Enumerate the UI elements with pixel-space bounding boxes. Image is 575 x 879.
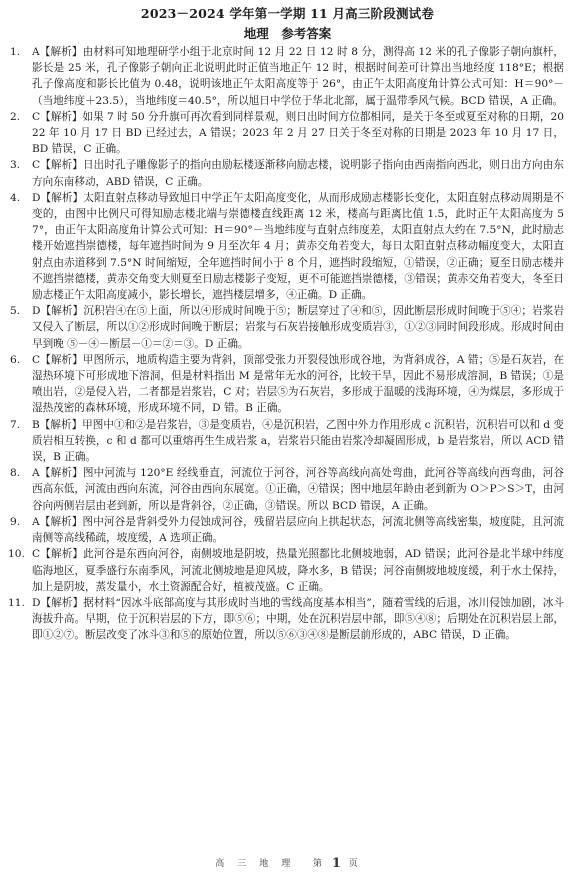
- answer-item-10: [8, 546, 564, 595]
- page-footer: [0, 856, 575, 871]
- answer-item-5: [8, 303, 564, 352]
- question-number: 8.: [10, 467, 21, 480]
- question-number: 4.: [10, 191, 21, 204]
- question-number: 9.: [10, 515, 21, 528]
- answer-list: [8, 44, 564, 644]
- answer-item-8: [8, 465, 564, 514]
- document-subtitle: 地理 参考答案: [243, 26, 332, 41]
- answer-item-1: [8, 44, 564, 109]
- footer-page-prefix: 第: [312, 859, 324, 869]
- footer-subject: 高 三 地 理: [215, 859, 293, 869]
- question-number: 1.: [10, 46, 21, 58]
- answer-item-2: [8, 109, 564, 158]
- answer-text: C【解析】甲图所示，地质构造主要为背斜，顶部受张力开裂侵蚀形成谷地，为背斜成谷，A 错；⑤是石灰岩，在湿热环境下可形成地下溶洞，但是材料指出 M 是常年无水的河谷，比较干旱，因此不易形成溶洞，B 错误；①是喷出岩，②是侵入岩，二者都是岩浆岩，C 对；岩层⑤为石灰岩，多形成于温暖的浅海环境，④为煤层，多形成于湿热茂密的森林环境，形成环境不同，D 错。B 正确。: [32, 353, 564, 415]
- answer-text: C【解析】如果 7 时 50 分升旗可再次看到同样景观，则日出时间方位都相同，是关于冬至或夏至对称的日期，2022 年 10 月 17 日 BD 已经过去，A 错误；2023 年 2 月 27 日关于冬至对称的日期是 2023 年 10 月 17 日，BD 错误，C 正确。: [32, 110, 564, 156]
- answer-text: A【解析】图中河流与 120°E 经线垂直，河流位于河谷，河谷等高线向高处弯曲，此河谷等高线向西弯曲，河谷西高东低，河流由西向东流，河谷由西向东展宽。①正确，④错误；图中地层年龄由老到新为 O＞P＞S＞T，由河谷向两侧岩层由老到新，所以是背斜谷，②正确，③错误。所以 BCD 错误，A 正确。: [32, 467, 564, 512]
- question-number: 6.: [10, 353, 21, 366]
- answer-text: D【解析】沉积岩④在⑤上面，所以④形成时间晚于⑤；断层穿过了④和⑤，因此断层形成时间晚于⑤④；岩浆岩又侵入了断层，所以①②形成时间晚于断层；岩浆与石灰岩接触形成变质岩③，①②③同时间段形成。形成时间由早到晚 ⑤－④－断层－①＝②＝③。D 正确。: [32, 305, 564, 350]
- answer-item-3: [8, 157, 564, 189]
- question-number: 10.: [8, 548, 25, 561]
- question-number: 11.: [8, 596, 25, 609]
- page-number: 1: [331, 856, 341, 871]
- answer-text: B【解析】甲图中①和②是岩浆岩，③是变质岩，④是沉积岩，乙图中外力作用形成 c 沉积岩，沉积岩可以和 d 变质岩相互转换，c 和 d 都可以重熔再生生成岩浆 a，岩浆岩只能由岩浆冷却凝固形成，b 是岩浆岩，所以 ACD 错误，B 正确。: [32, 418, 564, 464]
- answer-item-4: [8, 190, 564, 303]
- answer-item-9: [8, 514, 564, 546]
- answer-item-7: [8, 417, 564, 466]
- answer-text: D【解析】太阳直射点移动导致旭日中学正午太阳高度变化，从而形成励志楼影长变化，太阳直射点移动周期是不变的，由图中比例尺可得知励志楼北端与崇德楼直线距离 12 米，楼高与距离比值 1.5，此时正午太阳高度为 57°，由正午太阳高度角计算公式可知：H＝90°－当地纬度与直射点纬度差，太阳直射点大约在 7.5°N，此时励志楼开始遮挡崇德楼，每年遮挡时间为 9 月至次年 4 月；黄赤交角若变大，每日太阳直射点移动幅度变大，太阳直射点由赤道移到 7.5°N 时间缩短，全年遮挡时间小于 8 个月，遮挡时段缩短，①错误，②正确；夏至日励志楼并不遮挡崇德楼，黄赤交角变大则夏至日励志楼影子变短，更不可能遮挡崇德楼，③错误；黄赤交角若变大，冬至日励志楼正午太阳高度减小，影长增长，遮挡楼层增多，④正确。D 正确。: [32, 191, 564, 302]
- answer-text: C【解析】日出时孔子雕像影子的指向由励耘楼逐渐移向励志楼，说明影子指向由西南指向西北，则日出方向由东方向东南移动，ABD 错误，C 正确。: [32, 159, 564, 188]
- answer-text: A【解析】由材料可知地理研学小组于北京时间 12 月 22 日 12 时 8 分，测得高 12 米的孔子像影子朝向旗杆，影长是 25 米，孔子像影子朝向正北说明此时正值当地正午 12 时，根据时间差可计算出当地经度 118°E；根据孔子像高度和影长比值为 0.48，说明该地正午太阳高度等于 26°，由正午太阳高度角计算公式可知：H＝90°－（当地纬度＋23.5），当地纬度＝40.5°，所以旭日中学位于华北北部，属于温带季风气候。BCD 错误，A 正确。: [32, 46, 564, 107]
- question-number: 7.: [10, 418, 21, 431]
- footer-page-suffix: 页: [348, 859, 360, 869]
- answer-item-11: [8, 595, 564, 644]
- question-number: 5.: [10, 305, 21, 318]
- answer-text: A【解析】图中河谷是背斜受外力侵蚀成河谷，残留岩层应向上拱起状态，河流北侧等高线密集，坡度陡，且河流南侧等高线稀疏，坡度缓，A 选项正确。: [32, 515, 564, 545]
- document-title: 2023－2024 学年第一学期 11 月高三阶段测试卷: [140, 6, 435, 21]
- answer-item-6: [8, 352, 564, 417]
- question-number: 3.: [10, 159, 21, 172]
- question-number: 2.: [10, 110, 21, 123]
- answer-text: D【解析】据材料“因冰斗底部高度与其形成时当地的雪线高度基本相当”，随着雪线的后退，冰川侵蚀加剧，冰斗海拔升高。早期，位于沉积岩层的下方，即⑤⑥；中期，处在沉积岩层中部，即⑤④⑧；后期处在沉积岩层上部，即①②⑦。断层改变了冰斗③和⑤的原始位置，所以⑤⑥③④⑧是断层前形成的，ABC 错误，D 正确。: [32, 596, 564, 642]
- answer-text: C【解析】此河谷是东西向河谷，南侧坡地是阴坡，热量光照都比北侧坡地弱，AD 错误；此河谷是北半球中纬度临海地区，夏季盛行东南季风，河流北侧坡地是迎风坡，降水多，B 错误；河谷南侧坡地坡度缓，利于水土保持，加上是阴坡，蒸发量小，水土资源配合好，植被茂盛。C 正确。: [32, 548, 564, 593]
